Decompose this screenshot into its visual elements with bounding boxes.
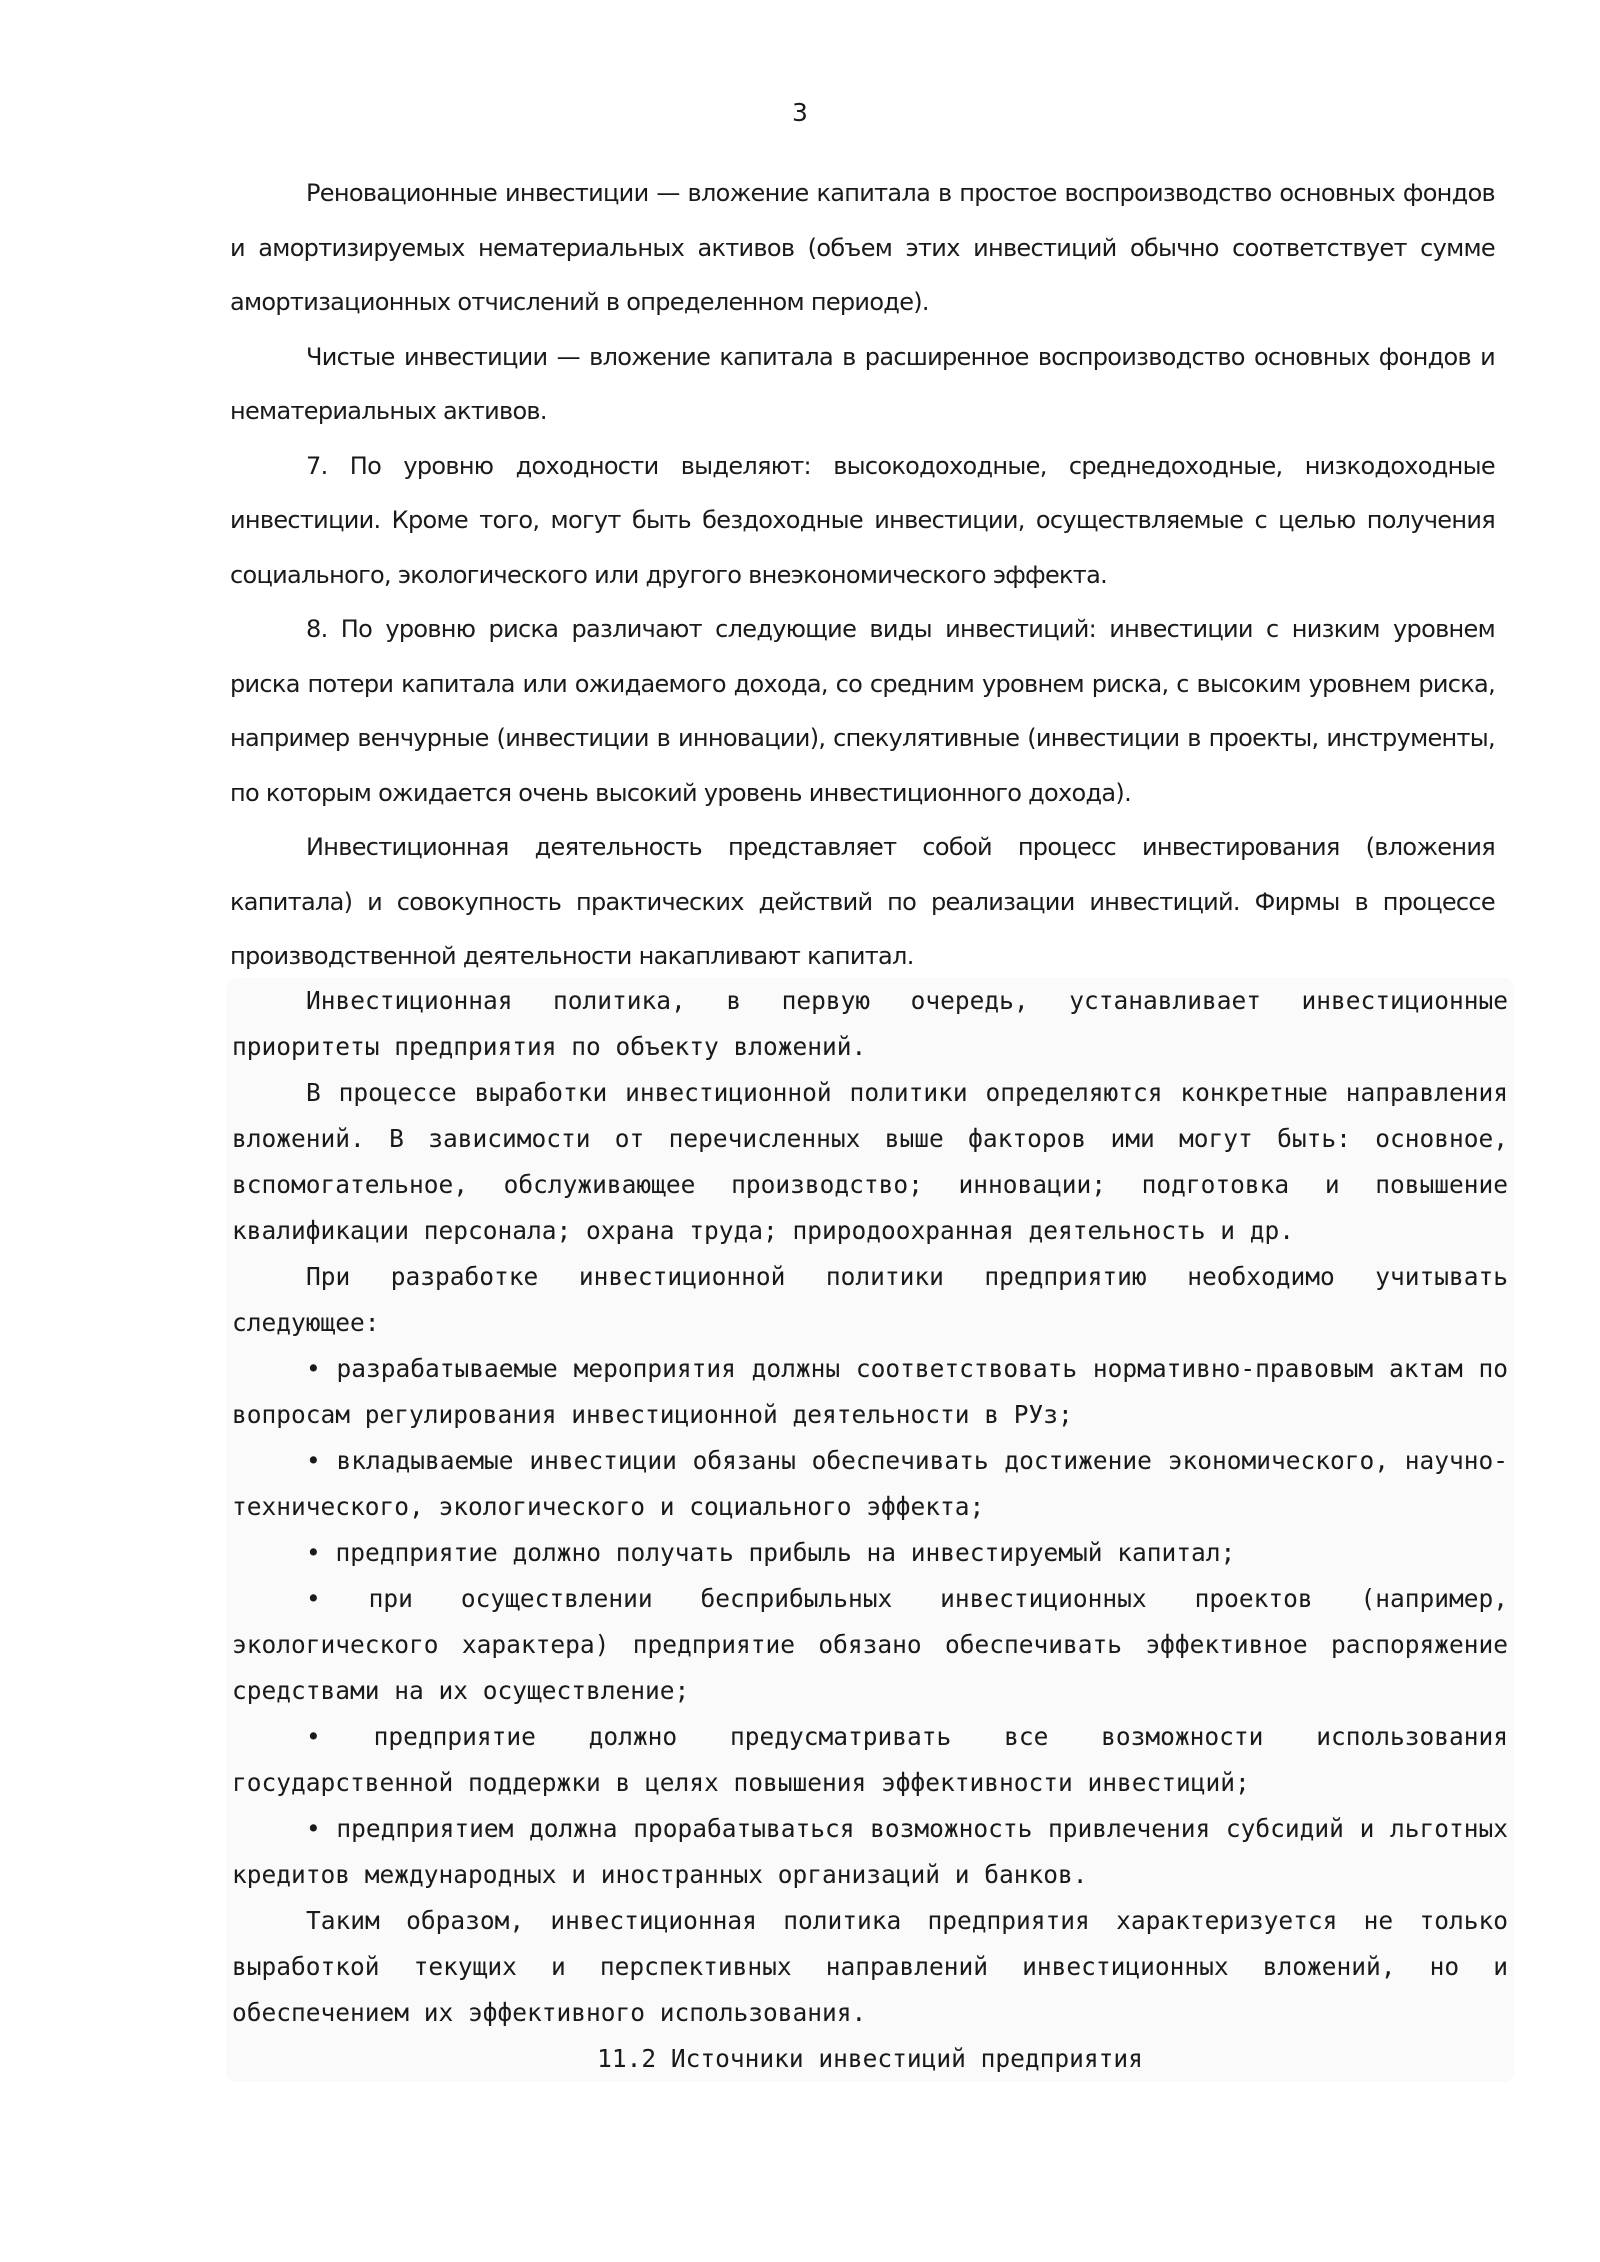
section-heading: 11.2 Источники инвестиций предприятия <box>597 2044 1143 2073</box>
paragraph-net-investments: Чистые инвестиции — вложение капитала в расширенное воспроизводство основных фондов и нематериальных активов. <box>230 342 1495 425</box>
paragraph-risk-level: 8. По уровню риска различают следующие виды инвестиций: инвестиции с низким уровнем риска потери капитала или ожидаемого дохода, со средним уровнем риска, с высоким уровнем риска, например венчурные (инвестиции в инновации), спекулятивные (инвестиции в проекты, инструменты, по которым ожидается очень высокий уровень инвестиционного дохода). <box>230 615 1495 807</box>
body-text-mono <box>226 978 1514 2082</box>
paragraph-investment-policy: Инвестиционная политика, в первую очередь, устанавливает инвестиционные приоритеты предприятия по объекту вложений. <box>232 986 1508 1061</box>
paragraph-investment-activity: Инвестиционная деятельность представляет собой процесс инвестирования (вложения капитала) и совокупность практических действий по реализации инвестиций. Фирмы в процессе производственной деятельности накапливают капитал. <box>230 833 1495 970</box>
page-number: 3 <box>792 98 808 127</box>
list-item: • разрабатываемые мероприятия должны соответствовать нормативно-правовым актам по вопросам регулирования инвестиционной деятельности в РУз; <box>232 1354 1508 1429</box>
paragraph-conclusion: Таким образом, инвестиционная политика предприятия характеризуется не только выработкой текущих и перспективных направлений инвестиционных вложений, но и обеспечением их эффективного использования. <box>232 1906 1508 2027</box>
paragraph-profitability-level: 7. По уровню доходности выделяют: высокодоходные, среднедоходные, низкодоходные инвестиции. Кроме того, могут быть бездоходные инвестиции, осуществляемые с целью получения социального, экологического или другого внеэкономического эффекта. <box>230 451 1495 589</box>
paragraph-policy-considerations: При разработке инвестиционной политики предприятию необходимо учитывать следующее: <box>232 1262 1508 1337</box>
list-item: • при осуществлении бесприбыльных инвестиционных проектов (например, экологического характера) предприятие обязано обеспечивать эффективное распоряжение средствами на их осуществление; <box>232 1584 1508 1705</box>
list-item: • предприятие должно получать прибыль на инвестируемый капитал; <box>306 1538 1236 1567</box>
paragraph-investment-directions: В процессе выработки инвестиционной политики определяются конкретные направления вложений. В зависимости от перечисленных выше факторов ими могут быть: основное, вспомогательное, обслуживающее производство; инновации; подготовка и повышение квалификации персонала; охрана труда; природоохранная деятельность и др. <box>232 1078 1508 1245</box>
list-item: • предприятием должна прорабатываться возможность привлечения субсидий и льготных кредитов международных и иностранных организаций и банков. <box>232 1814 1508 1889</box>
paragraph-renovation-investments: Реновационные инвестиции — вложение капитала в простое воспроизводство основных фондов и амортизируемых нематериальных активов (объем этих инвестиций обычно соответствует сумме амортизационных отчислений в определенном периоде). <box>230 179 1495 316</box>
list-item: • вкладываемые инвестиции обязаны обеспечивать достижение экономического, научно-технического, экологического и социального эффекта; <box>232 1446 1508 1521</box>
list-item: • предприятие должно предусматривать все возможности использования государственной поддержки в целях повышения эффективности инвестиций; <box>232 1722 1508 1797</box>
body-text-sans <box>230 166 1495 984</box>
